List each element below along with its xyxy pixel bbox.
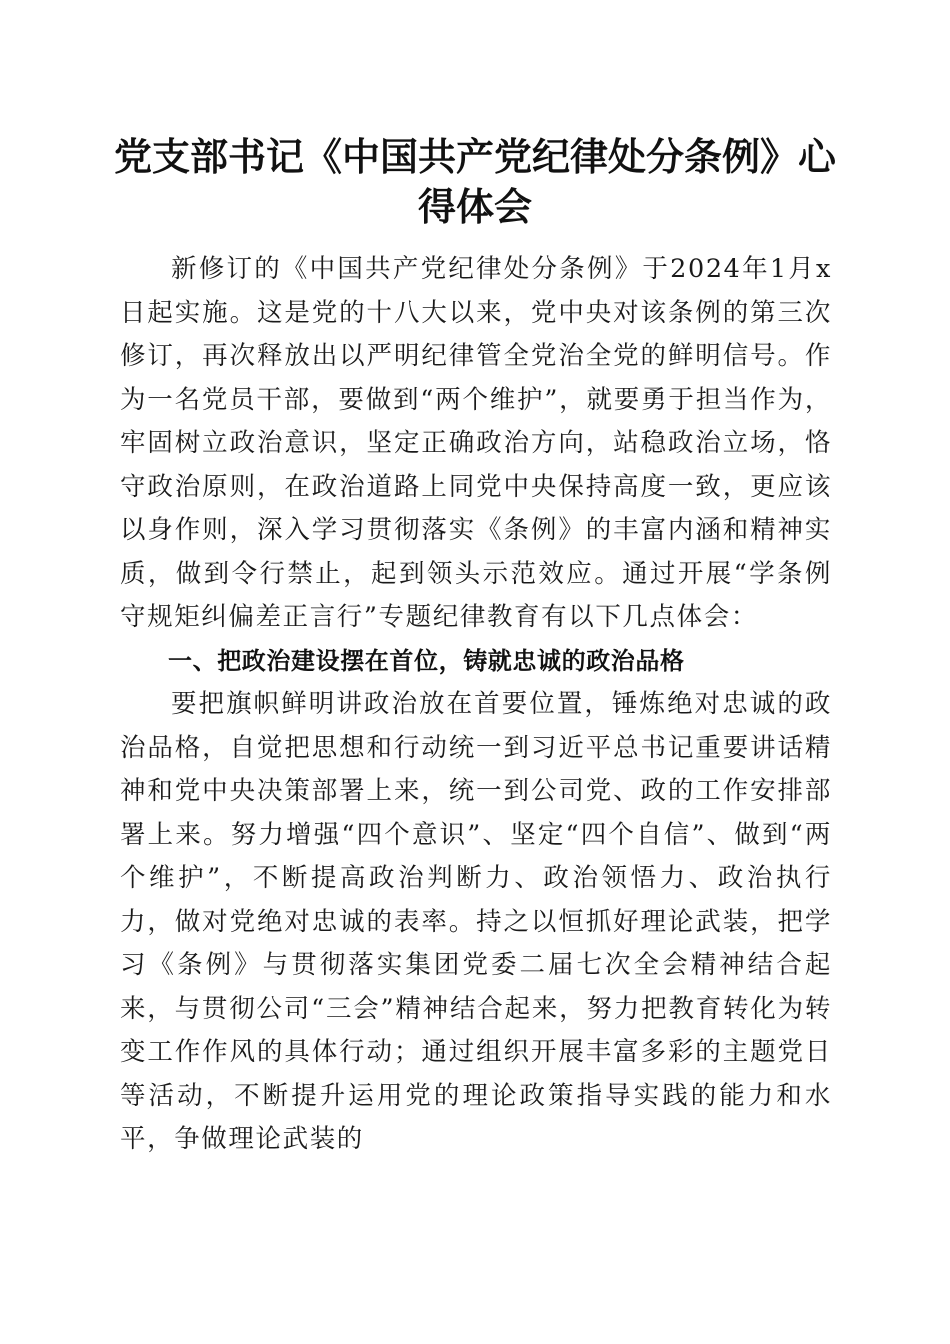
- section-paragraph: 要把旗帜鲜明讲政治放在首要位置，锤炼绝对忠诚的政治品格，自觉把思想和行动统一到习近平总书记重要讲话精神和党中央决策部署上来，统一到公司党、政的工作安排部署上来。努力增强“四个意识”、坚定“四个自信”、做到“两个维护”，不断提高政治判断力、政治领悟力、政治执行力，做对党绝对忠诚的表率。持之以恒抓好理论武装，把学习《条例》与贯彻落实集团党委二届七次全会精神结合起来，与贯彻公司“三会”精神结合起来，努力把教育转化为转变工作作风的具体行动；通过组织开展丰富多彩的主题党日等活动，不断提升运用党的理论政策指导实践的能力和水平，争做理论武装的: [120, 689, 832, 1154]
- document-title: 党支部书记《中国共产党纪律处分条例》心得体会: [113, 134, 836, 229]
- intro-paragraph: 新修订的《中国共产党纪律处分条例》于2024年1月x日起实施。这是党的十八大以来，党中央对该条例的第三次修订，再次释放出以严明纪律管全党治全党的鲜明信号。作为一名党员干部，要做到“两个维护”，就要勇于担当作为，牢固树立政治意识，坚定正确政治方向，站稳政治立场，恪守政治原则，在政治道路上同党中央保持高度一致，更应该以身作则，深入学习贯彻落实《条例》的丰富内涵和精神实质，做到令行禁止，起到领头示范效应。通过开展“学条例守规矩纠偏差正言行”专题纪律教育有以下几点体会：: [120, 254, 832, 632]
- section-heading: 一、把政治建设摆在首位，铸就忠诚的政治品格: [168, 646, 685, 675]
- document-body: [120, 248, 832, 1162]
